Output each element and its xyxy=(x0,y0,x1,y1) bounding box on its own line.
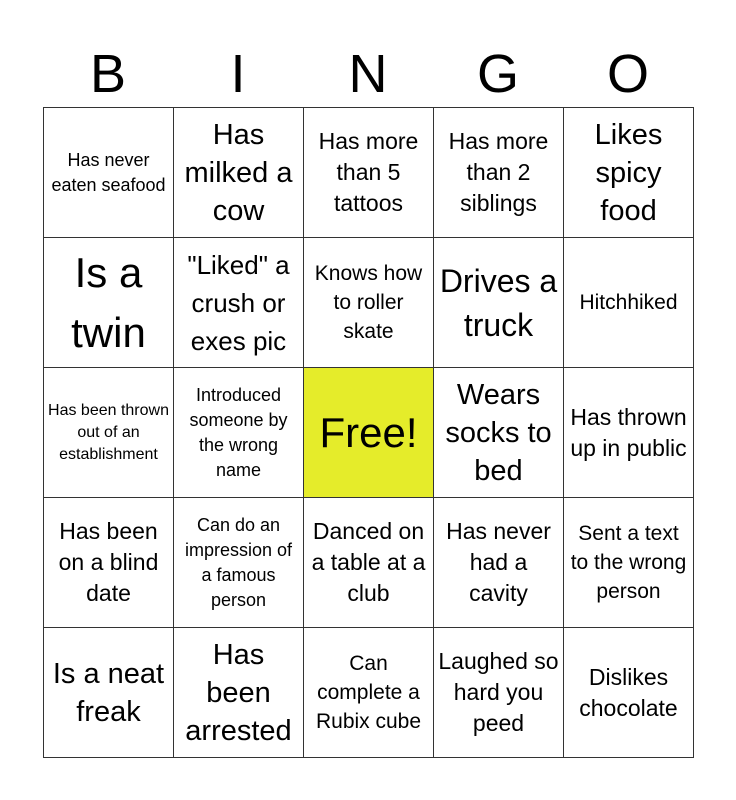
board-row xyxy=(44,498,694,628)
bingo-cell[interactable]: Has never eaten seafood xyxy=(44,108,174,238)
bingo-cell[interactable]: Laughed so hard you peed xyxy=(434,628,564,758)
bingo-cell[interactable]: Danced on a table at a club xyxy=(304,498,434,628)
bingo-cell[interactable]: Has been thrown out of an establishment xyxy=(44,368,174,498)
header-letter-g: G xyxy=(476,44,519,104)
bingo-cell[interactable]: Knows how to roller skate xyxy=(304,238,434,368)
bingo-cell[interactable]: Has more than 2 siblings xyxy=(434,108,564,238)
bingo-header xyxy=(43,40,693,108)
bingo-cell[interactable]: Has thrown up in public xyxy=(564,368,694,498)
board-row xyxy=(44,238,694,368)
bingo-cell[interactable]: Likes spicy food xyxy=(564,108,694,238)
bingo-cell[interactable]: Can complete a Rubix cube xyxy=(304,628,434,758)
bingo-cell[interactable]: Sent a text to the wrong person xyxy=(564,498,694,628)
board-row xyxy=(44,368,694,498)
header-letter-i: I xyxy=(230,44,246,104)
bingo-cell[interactable]: Is a twin xyxy=(44,238,174,368)
bingo-cell[interactable]: Has been on a blind date xyxy=(44,498,174,628)
header-letter-b: B xyxy=(89,44,127,104)
header-letter-o: O xyxy=(606,44,649,104)
bingo-cell[interactable]: Dislikes chocolate xyxy=(564,628,694,758)
bingo-cell[interactable]: Introduced someone by the wrong name xyxy=(174,368,304,498)
free-space-cell[interactable]: Free! xyxy=(304,368,434,498)
bingo-cell[interactable]: Wears socks to bed xyxy=(434,368,564,498)
header-letter-n: N xyxy=(348,44,388,104)
board-row xyxy=(44,108,694,238)
bingo-board xyxy=(43,107,694,758)
bingo-cell[interactable]: Drives a truck xyxy=(434,238,564,368)
bingo-cell[interactable]: Has milked a cow xyxy=(174,108,304,238)
bingo-cell[interactable]: Has been arrested xyxy=(174,628,304,758)
bingo-cell[interactable]: Is a neat freak xyxy=(44,628,174,758)
bingo-cell[interactable]: "Liked" a crush or exes pic xyxy=(174,238,304,368)
bingo-cell[interactable]: Has more than 5 tattoos xyxy=(304,108,434,238)
bingo-cell[interactable]: Has never had a cavity xyxy=(434,498,564,628)
board-row xyxy=(44,628,694,758)
bingo-cell[interactable]: Can do an impression of a famous person xyxy=(174,498,304,628)
bingo-cell[interactable]: Hitchhiked xyxy=(564,238,694,368)
